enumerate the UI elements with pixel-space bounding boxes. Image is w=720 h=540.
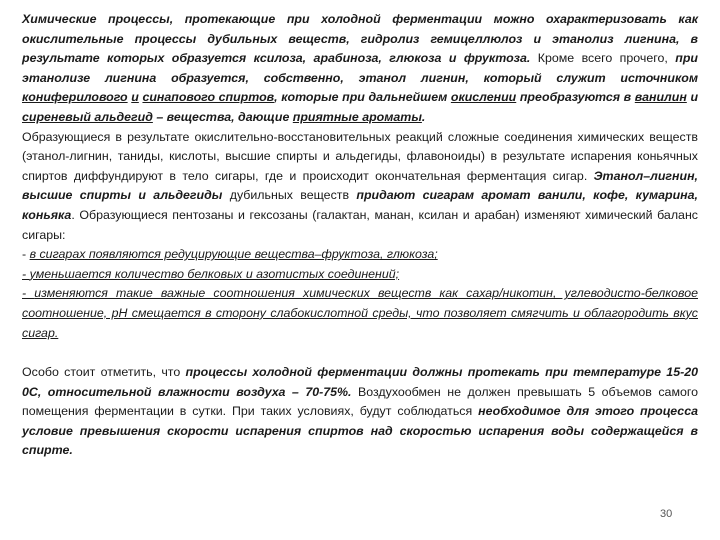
p1-emphasis-5: – вещества, дающие — [152, 109, 293, 124]
p1-emphasis-2: , которые при дальнейшем — [274, 90, 451, 105]
p2-emphasis: Этанол–лигнин, высшие спирты и альдегиды — [22, 168, 698, 203]
list-item-text: в сигарах появляются редуцирующие вещества–фруктоза, глюкоза; — [29, 247, 438, 262]
p2-text-2: дубильных веществ — [222, 188, 357, 203]
p3-emphasis: процессы холодной ферментации должны протекать при температуре 15-20 0С, относительной влажности воздуха – 70-75%. — [22, 365, 698, 399]
paragraph-2 — [22, 128, 698, 246]
list-item — [22, 245, 698, 265]
p1-end: . — [421, 109, 426, 124]
list-item — [22, 284, 698, 343]
p1-emphasis-3: преобразуются в — [516, 90, 635, 105]
p2-text: Образующиеся в результате окислительно-восстановительных реакций сложные соединения химических веществ (этанол-лигнин, таниды, кислоты, высшие спирты и альдегиды, флавоноиды) в результате испарения коньячных спиртов диффундируют в тело сигары, где и происходит окончательная ферментация сигар. — [22, 129, 698, 183]
list-dash: - — [22, 286, 35, 301]
p1-intro: Химические процессы, протекающие при холодной ферментации можно охарактеризовать как окислительные процессы дубильных веществ, гидролиз гемицеллюлоз и этанолиз лигнина, в результате которых образуется ксилоза, арабиноза, глюкоза и фруктоза. — [22, 12, 698, 66]
document-body — [22, 10, 698, 461]
p3-text-2: Воздухообмен не должен превышать 5 объемов самого помещения ферментации в сутки. При таких условиях, будут соблюдаться — [22, 384, 698, 419]
paragraph-gap — [22, 343, 698, 363]
p2-emphasis-2: придают сигарам аромат ванили, кофе, кумарина, коньяка — [22, 188, 699, 222]
list-dash: - — [22, 247, 30, 262]
paragraph-3 — [22, 363, 698, 461]
p1-term-coniferyl: кониферилового — [22, 90, 128, 105]
list-item — [22, 265, 698, 285]
paragraph-1 — [22, 10, 698, 128]
p1-term-aromas: приятные ароматы — [292, 109, 422, 124]
p1-emphasis-4: и — [686, 90, 699, 105]
page-number: 30 — [660, 508, 673, 520]
p1-term-vanillin: ванилин — [634, 90, 687, 105]
p1-term-syringaldehyde: сиреневый альдегид — [22, 109, 153, 124]
list-dash: - — [22, 266, 30, 281]
p3-text: Особо стоит отметить, что — [22, 365, 186, 380]
list-item-text: изменяются такие важные соотношения химических веществ как сахар/никотин, углеводисто-белковое соотношение, рН смещается в сторону слабокислотной среды, что позволяет смягчить и облагородить вкус сигар. — [22, 286, 698, 340]
p1-emphasis: при этанолизе лигнина образуется, собственно, этанол лигнин, который служит источником — [22, 51, 698, 85]
p1-term-and: и — [131, 90, 139, 105]
p1-term-oxidation: окислении — [450, 90, 517, 105]
p2-text-3: . Образующиеся пентозаны и гексозаны (галактан, манан, ксилан и арабан) изменяют химический баланс сигары: — [22, 207, 698, 242]
p1-text: Кроме всего прочего, — [530, 51, 676, 66]
p3-emphasis-2: необходимое для этого процесса условие превышения скорости испарения спиртов над скоростью испарения воды содержащейся в спирте. — [22, 404, 698, 458]
p1-term-sinapyl: синапового спиртов — [142, 90, 275, 105]
list-item-text: уменьшается количество белковых и азотистых соединений; — [29, 266, 400, 281]
